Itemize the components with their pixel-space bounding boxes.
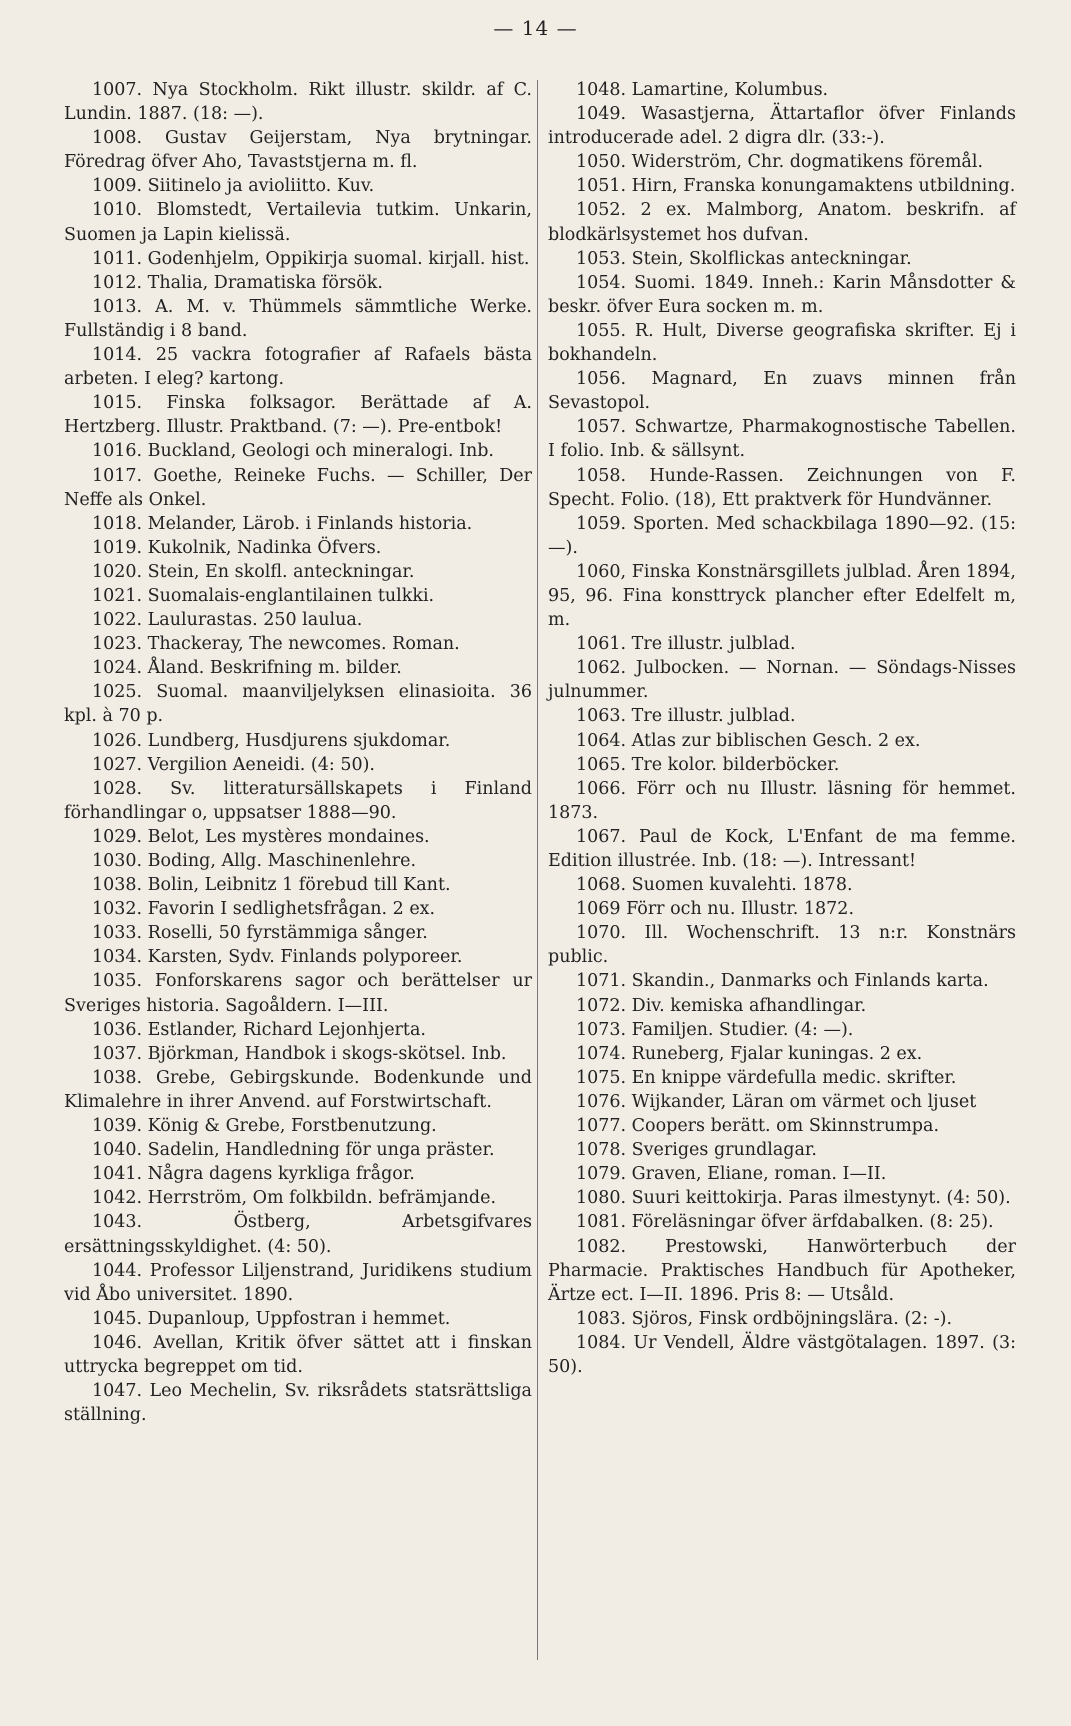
catalog-entry: 1023. Thackeray, The newcomes. Roman. (92, 634, 460, 655)
catalog-entry: 1019. Kukolnik, Nadinka Öfvers. (92, 537, 382, 558)
catalog-entry: 1067. Paul de Kock, L'Enfant de ma femme. Edition illustrée. Inb. (18: —). Intressant! (548, 826, 1016, 871)
catalog-entry: 1036. Estlander, Richard Lejonhjerta. (92, 1019, 426, 1040)
catalog-entry: 1042. Herrström, Om folkbildn. befrämjande. (92, 1188, 497, 1209)
catalog-entry: 1056. Magnard, En zuavs minnen från Sevastopol. (548, 369, 1016, 414)
catalog-entry: 1074. Runeberg, Fjalar kuningas. 2 ex. (576, 1043, 923, 1064)
catalog-entry: 1084. Ur Vendell, Äldre västgötalagen. 1897. (3: 50). (548, 1332, 1016, 1377)
catalog-entry: 1038. Grebe, Gebirgskunde. Bodenkunde und Klimalehre in ihrer Anvend. auf Forstwirtschaft. (64, 1067, 532, 1112)
catalog-entry: 1060, Finska Konstnärsgillets julblad. Åren 1894, 95, 96. Fina konsttryck plancher efter Edelfelt m, m. (548, 561, 1016, 631)
catalog-entry: 1075. En knippe värdefulla medic. skrifter. (576, 1067, 957, 1088)
catalog-entry: 1037. Björkman, Handbok i skogs-skötsel. Inb. (92, 1043, 507, 1064)
catalog-entry: 1022. Laulurastas. 250 laulua. (92, 610, 363, 631)
catalog-entry: 1077. Coopers berätt. om Skinnstrumpa. (576, 1116, 940, 1137)
catalog-entry: 1052. 2 ex. Malmborg, Anatom. beskrifn. af blodkärlsystemet hos dufvan. (548, 200, 1016, 245)
catalog-entry: 1046. Avellan, Kritik öfver sättet att i finskan uttrycka begreppet om tid. (64, 1332, 532, 1377)
catalog-entry: 1041. Några dagens kyrkliga frågor. (92, 1164, 415, 1185)
catalog-entry: 1016. Buckland, Geologi och mineralogi. Inb. (92, 441, 494, 462)
catalog-entry: 1028. Sv. litteratursällskapets i Finland förhandlingar o, uppsatser 1888—90. (64, 778, 532, 823)
catalog-entry: 1020. Stein, En skolfl. anteckningar. (92, 561, 415, 582)
catalog-entry: 1080. Suuri keittokirja. Paras ilmestynyt. (4: 50). (576, 1188, 1011, 1209)
catalog-entry: 1063. Tre illustr. julblad. (576, 706, 796, 727)
catalog-entry: 1054. Suomi. 1849. Inneh.: Karin Månsdotter & beskr. öfver Eura socken m. m. (548, 272, 1016, 317)
catalog-entry: 1035. Fonforskarens sagor och berättelser ur Sveriges historia. Sagoåldern. I—III. (64, 971, 532, 1016)
catalog-entry: 1029. Belot, Les mystères mondaines. (92, 826, 430, 847)
catalog-entry: 1025. Suomal. maanviljelyksen elinasioita. 36 kpl. à 70 p. (64, 682, 532, 727)
catalog-entry: 1083. Sjöros, Finsk ordböjningslära. (2: -). (576, 1308, 953, 1329)
catalog-entry: 1010. Blomstedt, Vertailevia tutkim. Unkarin, Suomen ja Lapin kielissä. (64, 200, 532, 245)
catalog-entry: 1051. Hirn, Franska konungamaktens utbildning. (576, 176, 1016, 197)
column-divider (537, 80, 538, 1660)
catalog-entry: 1073. Familjen. Studier. (4: —). (576, 1019, 854, 1040)
catalog-entry: 1038. Bolin, Leibnitz 1 förebud till Kant. (92, 875, 451, 896)
catalog-entry: 1061. Tre illustr. julblad. (576, 634, 796, 655)
catalog-entry: 1040. Sadelin, Handledning för unga präster. (92, 1140, 495, 1161)
catalog-entry: 1011. Godenhjelm, Oppikirja suomal. kirjall. hist. (92, 248, 530, 269)
left-column (64, 78, 532, 1427)
catalog-entry: 1007. Nya Stockholm. Rikt illustr. skildr. af C. Lundin. 1887. (18: —). (64, 80, 532, 125)
catalog-entry: 1033. Roselli, 50 fyrstämmiga sånger. (92, 923, 428, 944)
catalog-entry: 1013. A. M. v. Thümmels sämmtliche Werke. Fullständig i 8 band. (64, 296, 532, 341)
catalog-entry: 1049. Wasastjerna, Ättartaflor öfver Finlands introducerade adel. 2 digra dlr. (33:-). (548, 104, 1016, 149)
catalog-entry: 1030. Boding, Allg. Maschinenlehre. (92, 851, 417, 871)
catalog-entry: 1032. Favorin I sedlighetsfrågan. 2 ex. (92, 899, 436, 920)
catalog-entry: 1043. Östberg, Arbetsgifvares ersättningsskyldighet. (4: 50). (64, 1212, 532, 1257)
catalog-entry: 1026. Lundberg, Husdjurens sjukdomar. (92, 730, 451, 751)
catalog-entry: 1012. Thalia, Dramatiska försök. (92, 272, 383, 293)
catalog-entry: 1064. Atlas zur biblischen Gesch. 2 ex. (576, 730, 921, 751)
catalog-entry: 1047. Leo Mechelin, Sv. riksrådets statsrättsliga ställning. (64, 1381, 532, 1426)
catalog-entry: 1024. Åland. Beskrifning m. bilder. (92, 658, 402, 679)
catalog-entry: 1018. Melander, Lärob. i Finlands historia. (92, 513, 473, 534)
catalog-entry: 1045. Dupanloup, Uppfostran i hemmet. (92, 1308, 451, 1329)
catalog-entry: 1062. Julbocken. — Nornan. — Söndags-Nisses julnummer. (548, 658, 1016, 703)
catalog-entry: 1082. Prestowski, Hanwörterbuch der Pharmacie. Praktisches Handbuch für Apotheker, Ärtze ect. I—II. 1896. Pris 8: — Utsåld. (548, 1236, 1016, 1305)
catalog-entry: 1009. Siitinelo ja avioliitto. Kuv. (92, 176, 375, 197)
catalog-entry: 1015. Finska folksagor. Berättade af A. Hertzberg. Illustr. Praktband. (7: —). Pre-entbok! (64, 393, 532, 438)
catalog-entry: 1071. Skandin., Danmarks och Finlands karta. (576, 971, 989, 992)
catalog-entry: 1066. Förr och nu Illustr. läsning för hemmet. 1873. (548, 778, 1016, 823)
catalog-entry: 1014. 25 vackra fotografier af Rafaels bästa arbeten. I eleg? kartong. (64, 345, 532, 390)
catalog-entry: 1076. Wijkander, Läran om värmet och ljuset (576, 1091, 977, 1112)
catalog-entry: 1053. Stein, Skolflickas anteckningar. (576, 248, 912, 269)
catalog-entry: 1078. Sveriges grundlagar. (576, 1140, 817, 1161)
page-number: — 14 — (493, 16, 578, 40)
catalog-entry: 1068. Suomen kuvalehti. 1878. (576, 875, 853, 896)
catalog-entry: 1070. Ill. Wochenschrift. 13 n:r. Konstnärs public. (548, 923, 1016, 968)
catalog-entry: 1048. Lamartine, Kolumbus. (576, 80, 829, 100)
catalog-entry: 1059. Sporten. Med schackbilaga 1890—92. (15: —). (548, 513, 1016, 558)
catalog-entry: 1069 Förr och nu. Illustr. 1872. (576, 899, 855, 920)
catalog-entry: 1044. Professor Liljenstrand, Juridikens studium vid Åbo universitet. 1890. (64, 1260, 532, 1305)
catalog-entry: 1034. Karsten, Sydv. Finlands polyporeer. (92, 947, 463, 968)
catalog-entry: 1065. Tre kolor. bilderböcker. (576, 754, 840, 775)
catalog-entry: 1021. Suomalais-englantilainen tulkki. (92, 585, 435, 606)
catalog-entry: 1057. Schwartze, Pharmakognostische Tabellen. I folio. Inb. & sällsynt. (548, 417, 1016, 462)
catalog-entry: 1017. Goethe, Reineke Fuchs. — Schiller, Der Neffe als Onkel. (64, 465, 532, 510)
catalog-entry: 1039. König & Grebe, Forstbenutzung. (92, 1116, 437, 1137)
catalog-entry: 1055. R. Hult, Diverse geografiska skrifter. Ej i bokhandeln. (548, 320, 1016, 366)
catalog-entry: 1081. Föreläsningar öfver ärfdabalken. (8: 25). (576, 1212, 994, 1233)
catalog-entry: 1058. Hunde-Rassen. Zeichnungen von F. Specht. Folio. (18), Ett praktverk för Hundvänner. (548, 465, 1016, 510)
catalog-entry: 1072. Div. kemiska afhandlingar. (576, 995, 867, 1016)
catalog-entry: 1050. Widerström, Chr. dogmatikens föremål. (576, 152, 984, 173)
catalog-entry: 1027. Vergilion Aeneidi. (4: 50). (92, 754, 375, 775)
right-column (548, 78, 1016, 1379)
catalog-entry: 1008. Gustav Geijerstam, Nya brytningar. Föredrag öfver Aho, Tavaststjerna m. fl. (64, 128, 532, 173)
catalog-entry: 1079. Graven, Eliane, roman. I—II. (576, 1164, 887, 1185)
